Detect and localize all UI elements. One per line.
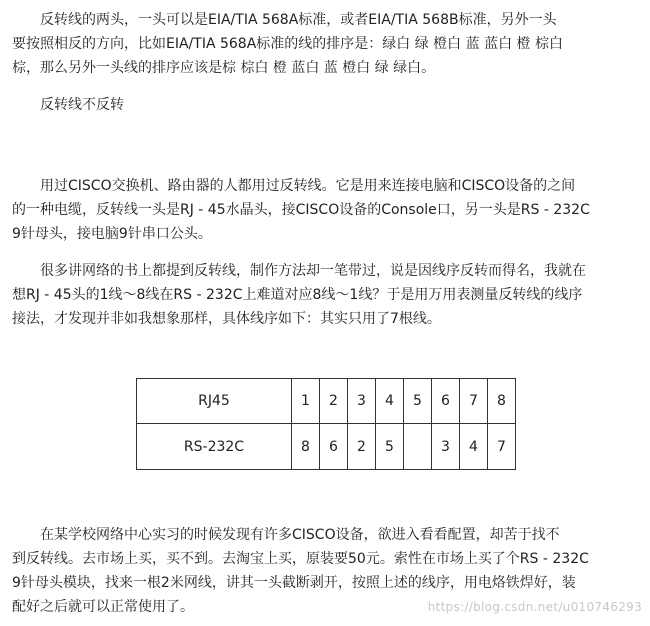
text-line: 想RJ - 45头的1线～8线在RS - 232C上难道对应8线～1线？于是用万用表测量反转线的线序	[12, 287, 583, 303]
table-row-rs232c	[137, 424, 516, 470]
table-cell: 6	[320, 424, 348, 470]
text-line: 到反转线。去市场上买，买不到。去淘宝上买，原装要50元。索性在市场上买了个RS - 232C	[12, 551, 589, 567]
text-line: 用过CISCO交换机、路由器的人都用过反转线。它是用来连接电脑和CISCO设备的之间	[12, 178, 576, 194]
text-line: 在某学校网络中心实习的时候发现有许多CISCO设备，欲进入看看配置，却苦于找不	[12, 527, 560, 543]
table-cell: 8	[292, 424, 320, 470]
table-cell: 2	[320, 379, 348, 424]
text-line: 9针母头，接电脑9针串口公头。	[12, 226, 212, 242]
section-heading	[12, 93, 640, 117]
row-label: RJ45	[137, 379, 292, 424]
text-line: 9针母头模块，找来一根2米网线，讲其一头截断剥开，按照上述的线序，用电烙铁焊好，装	[12, 575, 576, 591]
text-line: 反转线的两头，一头可以是EIA/TIA 568A标准，或者EIA/TIA 568B标准，另外一头	[12, 12, 557, 28]
text-line: 的一种电缆，反转线一头是RJ - 45水晶头，接CISCO设备的Console口，另一头是RS - 232C	[12, 202, 590, 218]
table-cell: 6	[432, 379, 460, 424]
text-line: 要按照相反的方向，比如EIA/TIA 568A标准的线的排序是：绿白 绿 橙白 蓝 蓝白 橙 棕白	[12, 36, 563, 52]
watermark-url: https://blog.csdn.net/u010746293	[427, 600, 642, 614]
table-cell: 3	[432, 424, 460, 470]
table-cell: 7	[488, 424, 516, 470]
paragraph-intro	[12, 8, 640, 80]
table-cell: 7	[460, 379, 488, 424]
table-row-rj45	[137, 379, 516, 424]
text-line: 棕，那么另外一头线的排序应该是棕 棕白 橙 蓝白 蓝 橙白 绿 绿白。	[12, 60, 436, 76]
table-cell: 1	[292, 379, 320, 424]
text-line: 很多讲网络的书上都提到反转线，制作方法却一笔带过，说是因线序反转而得名，我就在	[12, 263, 586, 279]
text-line: 配好之后就可以正常使用了。	[12, 599, 194, 615]
table-cell: 5	[376, 424, 404, 470]
table-cell	[404, 424, 432, 470]
paragraph-usage	[12, 174, 640, 246]
pin-mapping-table	[136, 378, 516, 470]
table-cell: 5	[404, 379, 432, 424]
table-cell: 3	[348, 379, 376, 424]
table-cell: 8	[488, 379, 516, 424]
row-label: RS-232C	[137, 424, 292, 470]
heading-text: 反转线不反转	[12, 97, 124, 113]
table-cell: 2	[348, 424, 376, 470]
table-cell: 4	[376, 379, 404, 424]
paragraph-measurement	[12, 259, 640, 331]
text-line: 接法，才发现并非如我想象那样，具体线序如下：其实只用了7根线。	[12, 311, 441, 327]
table-cell: 4	[460, 424, 488, 470]
